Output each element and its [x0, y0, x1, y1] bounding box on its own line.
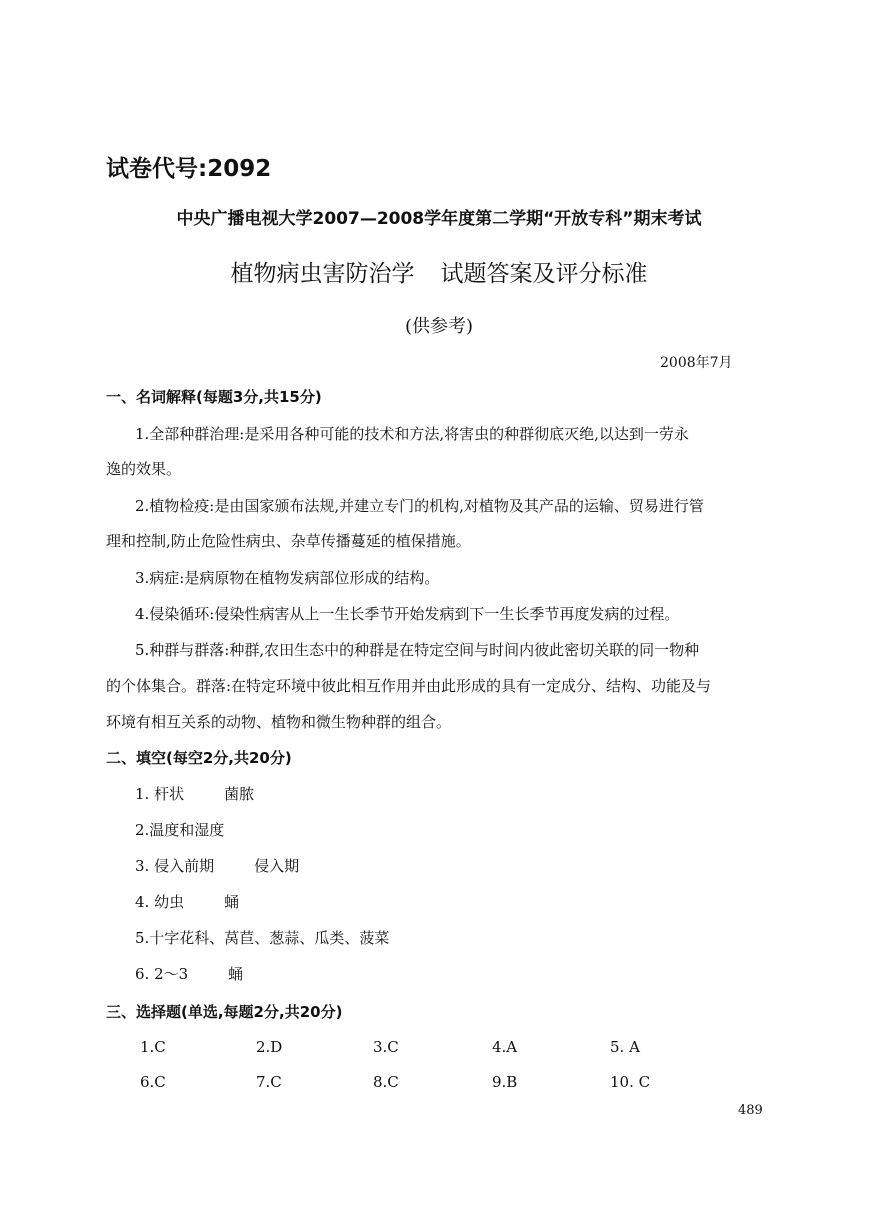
choice-answer: 3.C [373, 1038, 399, 1056]
fill-blank-item [135, 783, 254, 804]
definition-line: 逸的效果。 [106, 460, 182, 478]
blank-answer: 6. 2～3 [135, 965, 189, 983]
choice-answer: 5. A [610, 1038, 640, 1056]
reference-note: (供参考) [404, 316, 474, 337]
definition-line: 理和控制,防止危险性病虫、杂草传播蔓延的植保措施。 [106, 532, 471, 550]
choice-answer: 6.C [140, 1073, 166, 1091]
choice-answer: 9.B [492, 1073, 518, 1091]
blank-answer: 3. 侵入前期 [135, 857, 215, 875]
blank-answer: 5.十字花科、莴苣、葱蒜、瓜类、菠菜 [135, 929, 390, 947]
choice-answer: 10. C [610, 1073, 651, 1091]
definition-line: 4.侵染循环:侵染性病害从上一生长季节开始发病到下一生长季节再度发病的过程。 [135, 605, 680, 623]
blank-answer: 4. 幼虫 [135, 893, 185, 911]
blank-answer: 2.温度和湿度 [135, 821, 225, 839]
blank-answer: 1. 杆状 [135, 785, 185, 803]
definition-line: 的个体集合。群落:在特定环境中彼此相互作用并由此形成的具有一定成分、结构、功能及与 [106, 677, 712, 695]
section-3-heading: 三、选择题(单选,每题2分,共20分) [106, 1003, 343, 1021]
page-number: 489 [738, 1103, 763, 1118]
answer-standard-title: 试题答案及评分标准 [440, 261, 648, 287]
blank-answer: 侵入期 [254, 857, 300, 875]
definition-line: 1.全部种群治理:是采用各种可能的技术和方法,将害虫的种群彻底灭绝,以达到一劳永 [135, 425, 689, 443]
fill-blank-item [135, 855, 299, 876]
fill-blank-item [135, 963, 243, 984]
university-exam-heading: 中央广播电视大学2007—2008学年度第二学期“开放专科”期末考试 [176, 209, 702, 229]
definition-line: 5.种群与群落:种群,农田生态中的种群是在特定空间与时间内彼此密切关联的同一物种 [135, 641, 700, 659]
document-title [0, 255, 878, 288]
definition-line: 3.病症:是病原物在植物发病部位形成的结构。 [135, 569, 440, 587]
blank-answer: 菌脓 [224, 785, 255, 803]
blank-answer: 蛹 [224, 893, 240, 911]
definition-line: 环境有相互关系的动物、植物和微生物种群的组合。 [106, 713, 452, 731]
choice-answer: 4.A [492, 1038, 518, 1056]
exam-date: 2008年7月 [660, 355, 733, 371]
exam-code: 试卷代号:2092 [106, 156, 272, 182]
definition-line: 2.植物检疫:是由国家颁布法规,并建立专门的机构,对植物及其产品的运输、贸易进行管 [135, 497, 704, 515]
choice-answer: 2.D [256, 1038, 283, 1056]
choice-answer: 1.C [140, 1038, 166, 1056]
section-2-heading: 二、填空(每空2分,共20分) [106, 749, 292, 767]
course-name: 植物病虫害防治学 [230, 261, 415, 287]
fill-blank-item [135, 819, 224, 840]
choice-answer: 7.C [256, 1073, 282, 1091]
section-1-heading: 一、名词解释(每题3分,共15分) [106, 388, 322, 406]
choice-answer: 8.C [373, 1073, 399, 1091]
blank-answer: 蛹 [228, 965, 244, 983]
fill-blank-item [135, 891, 239, 912]
fill-blank-item [135, 927, 389, 948]
